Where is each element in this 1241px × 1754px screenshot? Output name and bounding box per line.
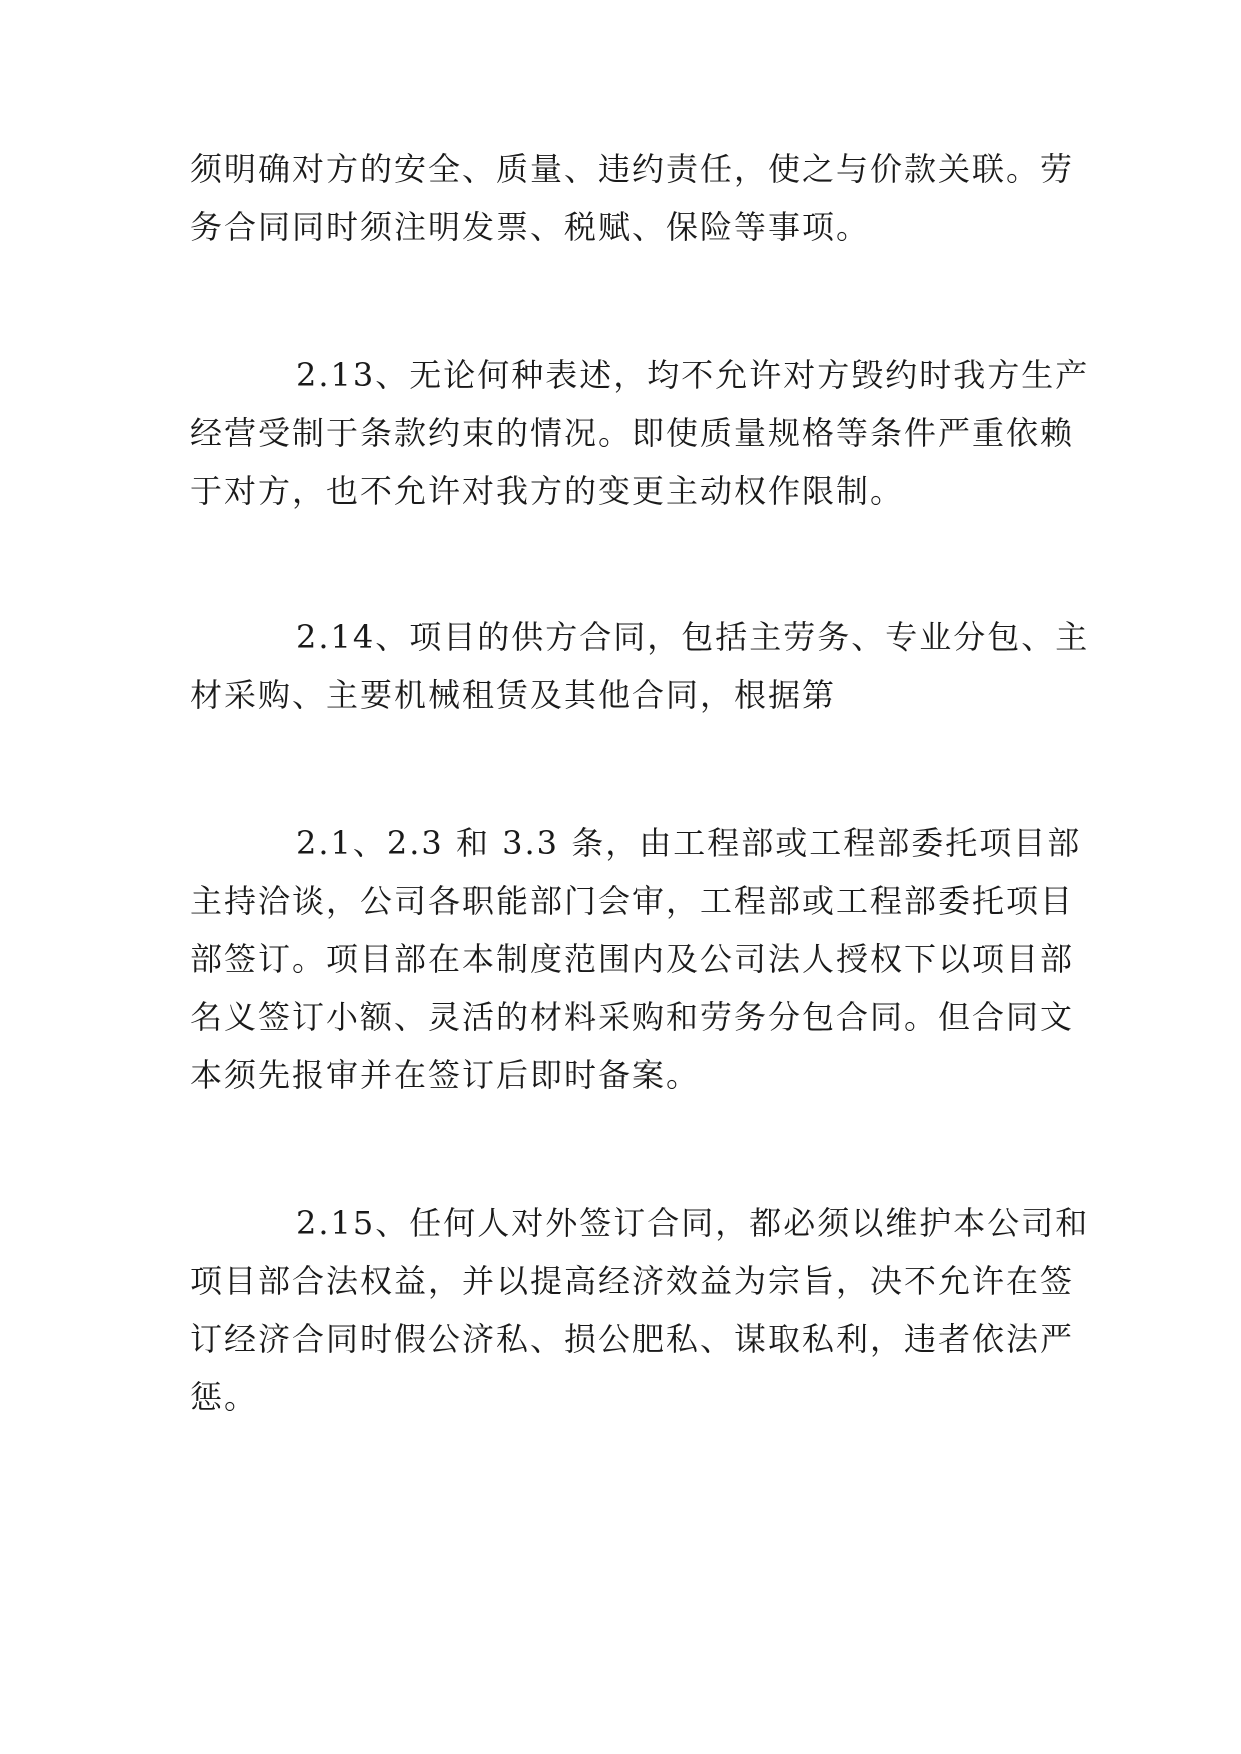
text-line: 于对方，也不允许对我方的变更主动权作限制。	[190, 472, 905, 510]
paragraph-contract-liability	[190, 140, 1075, 256]
text-line: 经营受制于条款约束的情况。即使质量规格等条件严重依赖	[190, 414, 1075, 452]
paragraph-clause-2-1-2-3-3-3	[190, 814, 1082, 1104]
text-line: 主持洽谈，公司各职能部门会审，工程部或工程部委托项目	[190, 882, 1075, 920]
text-line: 名义签订小额、灵活的材料采购和劳务分包合同。但合同文	[190, 998, 1075, 1036]
paragraph-clause-2-15	[190, 1194, 1090, 1426]
text-line: 材采购、主要机械租赁及其他合同，根据第	[190, 676, 837, 714]
text-line: 须明确对方的安全、质量、违约责任，使之与价款关联。劳	[190, 150, 1075, 188]
text-line: 务合同同时须注明发票、税赋、保险等事项。	[190, 208, 871, 246]
text-line: 本须先报审并在签订后即时备案。	[190, 1056, 701, 1094]
text-line: 2.13、无论何种表述，均不允许对方毁约时我方生产	[296, 356, 1090, 394]
text-line: 项目部合法权益，并以提高经济效益为宗旨，决不允许在签	[190, 1262, 1075, 1300]
text-line: 2.14、项目的供方合同，包括主劳务、专业分包、主	[296, 618, 1090, 656]
text-line: 2.1、2.3 和 3.3 条，由工程部或工程部委托项目部	[296, 824, 1082, 862]
paragraph-clause-2-13	[190, 346, 1090, 520]
paragraph-clause-2-14	[190, 608, 1090, 724]
text-line: 2.15、任何人对外签订合同，都必须以维护本公司和	[296, 1204, 1090, 1242]
text-line: 订经济合同时假公济私、损公肥私、谋取私利，违者依法严	[190, 1320, 1075, 1358]
text-line: 部签订。项目部在本制度范围内及公司法人授权下以项目部	[190, 940, 1075, 978]
text-line: 惩。	[190, 1378, 259, 1416]
